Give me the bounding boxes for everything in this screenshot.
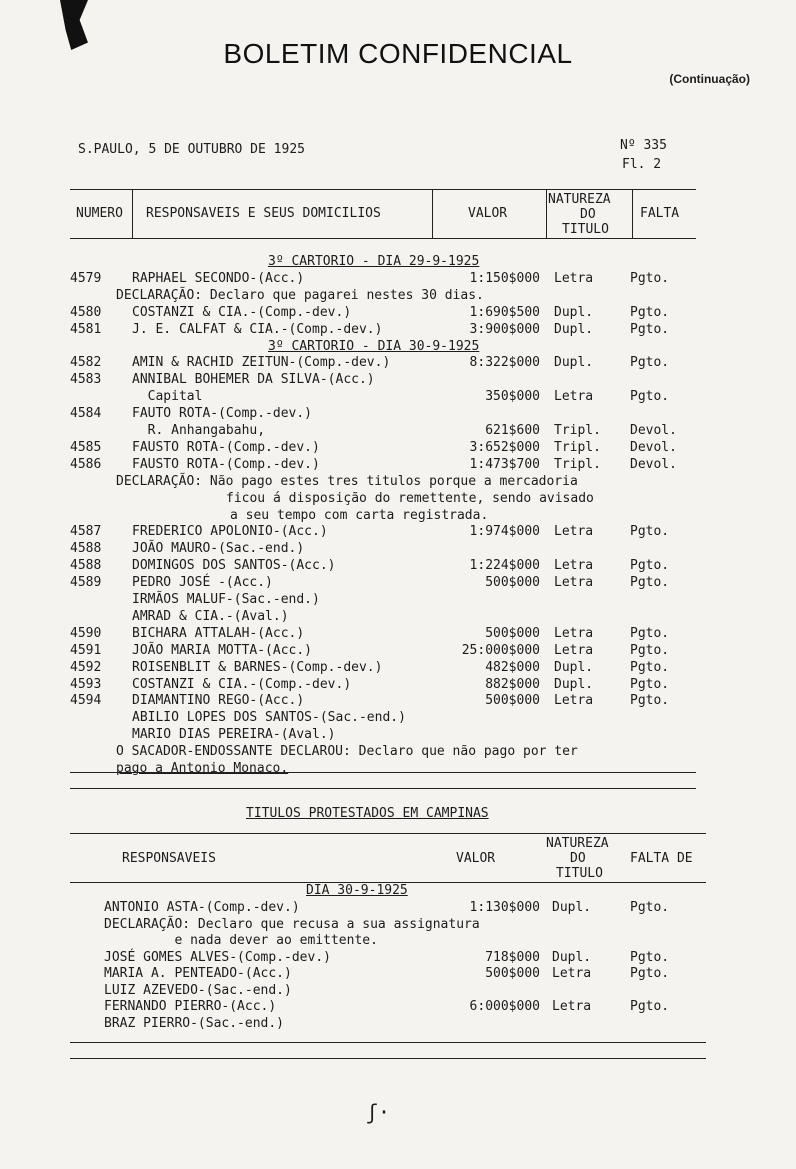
row-reason: Pgto.: [630, 625, 670, 641]
row-responsible: BICHARA ATTALAH-(Acc.): [132, 625, 305, 641]
row-responsible: RAPHAEL SECONDO-(Acc.): [132, 270, 305, 286]
row-title-type: Dupl.: [554, 355, 594, 371]
row-value: 25:000$000: [461, 642, 540, 658]
row-responsible: DIAMANTINO REGO-(Acc.): [132, 693, 305, 709]
row-title-type: Letra: [554, 625, 594, 641]
campinas-row-responsible: JOSÉ GOMES ALVES-(Comp.-dev.): [104, 949, 331, 965]
campinas-row-responsible: BRAZ PIERRO-(Sac.-end.): [104, 1015, 285, 1031]
header-numero: NUMERO: [76, 206, 123, 221]
row-responsible: R. Anhangabahu,: [132, 423, 266, 438]
row-responsible: COSTANZI & CIA.-(Comp.-dev.): [132, 676, 352, 692]
row-responsible: FAUSTO ROTA-(Comp.-dev.): [132, 456, 320, 472]
row-responsible: FREDERICO APOLONIO-(Acc.): [132, 524, 328, 540]
bulletin-number: Nº 335: [620, 138, 667, 153]
header-divider: [546, 189, 547, 238]
row-reason: Pgto.: [630, 355, 670, 371]
row-number: 4588: [70, 558, 102, 574]
campinas-row-value: 6:000$000: [469, 999, 540, 1014]
header-titulo: TITULO: [562, 222, 609, 237]
row-reason: Pgto.: [630, 693, 670, 709]
campinas-row-reason: Pgto.: [630, 966, 670, 981]
row-responsible: JOÃO MAURO-(Sac.-end.): [132, 541, 305, 557]
row-responsible: FAUSTO ROTA-(Comp.-dev.): [132, 439, 320, 455]
row-title-type: Letra: [554, 524, 594, 540]
row-reason: Pgto.: [630, 659, 670, 675]
row-number: 4592: [70, 659, 102, 675]
row-number: 4590: [70, 625, 102, 641]
row-number: 4589: [70, 575, 102, 591]
row-responsible: J. E. CALFAT & CIA.-(Comp.-dev.): [132, 321, 383, 337]
row-responsible: FAUTO ROTA-(Comp.-dev.): [132, 406, 313, 422]
row-responsible: JOÃO MARIA MOTTA-(Acc.): [132, 642, 313, 658]
row-reason: Devol.: [630, 423, 677, 438]
campinas-row-responsible: ANTONIO ASTA-(Comp.-dev.): [104, 900, 300, 915]
row-reason: Pgto.: [630, 389, 670, 405]
campinas-row-value: 500$000: [485, 966, 540, 981]
row-value: 1:974$000: [469, 524, 540, 540]
row-value: 350$000: [485, 389, 540, 405]
campinas-row-responsible: DECLARAÇÃO: Declaro que recusa a sua assignatura: [104, 916, 480, 932]
row-value: 1:150$000: [469, 270, 540, 286]
campinas-header-titulo: TITULO: [556, 866, 603, 881]
row-reason: Devol.: [630, 456, 677, 472]
row-title-type: Tripl.: [554, 456, 601, 472]
row-reason: Pgto.: [630, 304, 670, 320]
row-responsible: COSTANZI & CIA.-(Comp.-dev.): [132, 304, 352, 320]
campinas-row-responsible: FERNANDO PIERRO-(Acc.): [104, 999, 277, 1014]
campinas-header-falta: FALTA DE: [630, 851, 693, 866]
row-number: 4588: [70, 541, 102, 557]
row-value: 500$000: [485, 625, 540, 641]
campinas-header-do: DO: [570, 851, 586, 866]
row-number: 4583: [70, 372, 102, 388]
ink-mark: ʃ·: [366, 1100, 391, 1124]
declaration-text: DECLARAÇÃO: Declaro que pagarei nestes 30 dias.: [116, 287, 484, 303]
campinas-row-title-type: Letra: [552, 999, 592, 1014]
row-reason: Pgto.: [630, 524, 670, 540]
row-number: 4581: [70, 321, 102, 337]
row-title-type: Letra: [554, 642, 594, 658]
row-title-type: Dupl.: [554, 321, 594, 337]
location-date: S.PAULO, 5 DE OUTUBRO DE 1925: [78, 142, 305, 157]
header-divider: [632, 189, 633, 238]
row-responsible: ABILIO LOPES DOS SANTOS-(Sac.-end.): [132, 710, 406, 726]
row-title-type: Dupl.: [554, 659, 594, 675]
row-reason: Pgto.: [630, 270, 670, 286]
row-number: 4587: [70, 524, 102, 540]
header-valor: VALOR: [468, 206, 508, 221]
row-reason: Pgto.: [630, 676, 670, 692]
header-falta: FALTA: [640, 206, 680, 221]
row-reason: Pgto.: [630, 321, 670, 337]
header-do: DO: [580, 207, 596, 222]
campinas-header-top-rule: [70, 833, 706, 834]
campinas-header-responsaveis: RESPONSAVEIS: [122, 851, 216, 866]
row-responsible: MARIO DIAS PEREIRA-(Aval.): [132, 727, 336, 743]
row-responsible: IRMÃOS MALUF-(Sac.-end.): [132, 592, 320, 607]
campinas-row-reason: Pgto.: [630, 999, 670, 1014]
row-title-type: Letra: [554, 575, 594, 591]
campinas-header-valor: VALOR: [456, 851, 496, 866]
row-title-type: Tripl.: [554, 423, 601, 438]
row-value: 1:473$700: [469, 456, 540, 472]
row-value: 621$600: [485, 423, 540, 438]
header-natureza: NATUREZA: [548, 192, 611, 207]
declaration-continuation: ficou á disposição do remettente, sendo avisado: [226, 490, 594, 506]
row-title-type: Letra: [554, 389, 594, 405]
row-number: 4580: [70, 304, 102, 320]
campinas-row-responsible: LUIZ AZEVEDO-(Sac.-end.): [104, 982, 292, 998]
row-reason: Devol.: [630, 439, 677, 455]
row-reason: Pgto.: [630, 558, 670, 574]
campinas-row-title-type: Dupl.: [552, 900, 592, 915]
row-responsible: ROISENBLIT & BARNES-(Comp.-dev.): [132, 659, 383, 675]
row-title-type: Dupl.: [554, 304, 594, 320]
row-reason: Pgto.: [630, 575, 670, 591]
cartorio-heading: 3º CARTORIO - DIA 30-9-1925: [268, 338, 480, 354]
row-value: 3:652$000: [469, 439, 540, 455]
header-responsaveis: RESPONSAVEIS E SEUS DOMICILIOS: [146, 206, 381, 221]
header-divider: [132, 189, 133, 238]
sheet-number: Fl. 2: [622, 157, 662, 172]
campinas-row-value: 718$000: [485, 949, 540, 965]
declaration-text: O SACADOR-ENDOSSANTE DECLAROU: Declaro que não pago por ter: [116, 744, 578, 760]
row-value: 500$000: [485, 575, 540, 591]
row-number: 4585: [70, 439, 102, 455]
campinas-row-reason: Pgto.: [630, 900, 670, 915]
row-reason: Pgto.: [630, 642, 670, 658]
row-responsible: AMRAD & CIA.-(Aval.): [132, 608, 289, 624]
row-number: 4591: [70, 642, 102, 658]
row-responsible: Capital: [132, 389, 203, 405]
row-value: 482$000: [485, 659, 540, 675]
row-value: 882$000: [485, 676, 540, 692]
campinas-row-value: 1:130$000: [469, 900, 540, 915]
row-number: 4586: [70, 456, 102, 472]
row-title-type: Dupl.: [554, 676, 594, 692]
cartorio-heading: 3º CARTORIO - DIA 29-9-1925: [268, 254, 480, 269]
row-responsible: DOMINGOS DOS SANTOS-(Acc.): [132, 558, 336, 574]
campinas-header-natureza: NATUREZA: [546, 836, 609, 851]
campinas-row-reason: Pgto.: [630, 949, 670, 965]
row-number: 4593: [70, 676, 102, 692]
continuation-label: (Continuação): [669, 72, 750, 86]
campinas-row-title-type: Dupl.: [552, 949, 592, 965]
section-rule: [70, 788, 696, 789]
row-responsible: PEDRO JOSÉ -(Acc.): [132, 575, 273, 591]
row-value: 1:690$500: [469, 304, 540, 320]
row-value: 3:900$000: [469, 321, 540, 337]
campinas-title: TITULOS PROTESTADOS EM CAMPINAS: [246, 806, 489, 821]
row-value: 1:224$000: [469, 558, 540, 574]
section-rule: [70, 772, 696, 773]
campinas-row-title-type: Letra: [552, 966, 592, 981]
campinas-row-responsible: MARIA A. PENTEADO-(Acc.): [104, 966, 292, 981]
row-value: 8:322$000: [469, 355, 540, 371]
declaration-continuation: pago a Antonio Monaco.: [116, 761, 289, 776]
row-number: 4594: [70, 693, 102, 709]
row-number: 4579: [70, 270, 102, 286]
header-top-rule: [70, 189, 696, 190]
row-number: 4584: [70, 406, 102, 422]
row-title-type: Letra: [554, 270, 594, 286]
row-title-type: Tripl.: [554, 439, 601, 455]
campinas-bottom-rule: [70, 1042, 706, 1043]
document-title: BOLETIM CONFIDENCIAL: [223, 38, 573, 69]
row-responsible: ANNIBAL BOHEMER DA SILVA-(Acc.): [132, 372, 375, 388]
row-number: 4582: [70, 355, 102, 371]
declaration-continuation: a seu tempo com carta registrada.: [230, 507, 489, 523]
header-divider: [432, 189, 433, 238]
header-bottom-rule: [70, 238, 696, 239]
row-title-type: Letra: [554, 558, 594, 574]
campinas-bottom-rule: [70, 1058, 706, 1059]
declaration-text: DECLARAÇÃO: Não pago estes tres titulos porque a mercadoria: [116, 473, 578, 489]
row-title-type: Letra: [554, 693, 594, 709]
row-responsible: AMIN & RACHID ZEITUN-(Comp.-dev.): [132, 355, 391, 371]
campinas-day-heading: DIA 30-9-1925: [306, 883, 408, 898]
campinas-row-responsible: e nada dever ao emittente.: [104, 933, 378, 948]
row-value: 500$000: [485, 693, 540, 709]
